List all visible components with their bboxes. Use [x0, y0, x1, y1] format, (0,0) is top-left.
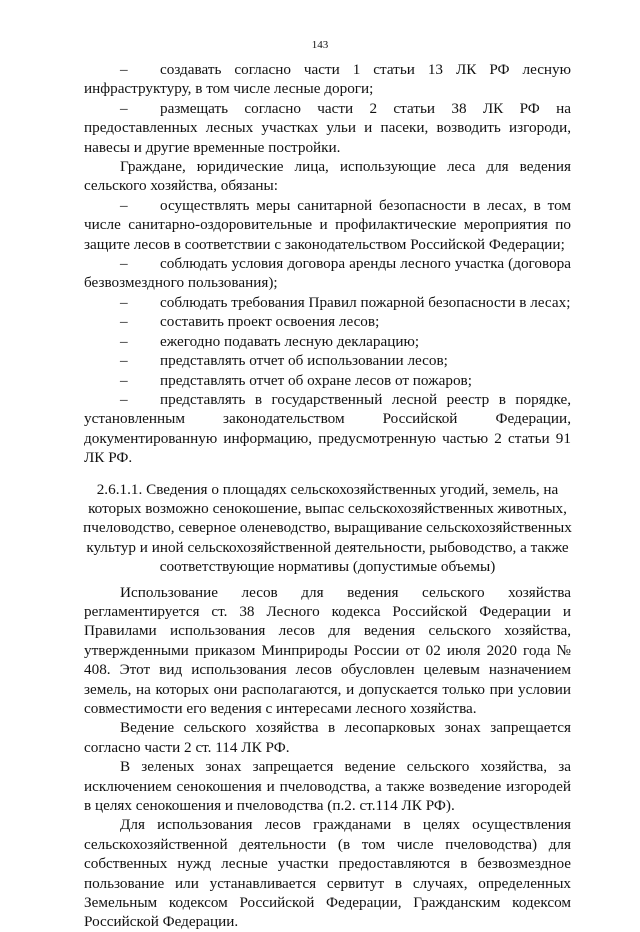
list-item-text: создавать согласно части 1 статьи 13 ЛК РФ лесную инфраструктуру, в том числе лесные дороги; [84, 61, 571, 98]
list-item-text: представлять в государственный лесной реестр в порядке, установленным законодательством Российской Федерации, документированную информацию, предусмотренную частью 2 статьи 91 ЛК РФ. [84, 390, 571, 467]
list-item [84, 254, 571, 293]
dash-marker: – [120, 61, 128, 78]
dash-marker: – [120, 99, 128, 117]
dash-marker: – [120, 196, 128, 214]
section-heading: 2.6.1.1. Сведения о площадях сельскохозяйственных угодий, земель, на которых возможно сенокошение, выпас сельскохозяйственных животных, пчеловодство, северное оленеводство, выращивание сельскохозяйственных культур и иной сельскохозяйственной деятельности, рыбоводство, а также соответствующие нормативы (допустимые объемы) [83, 480, 572, 576]
list-item-text: ежегодно подавать лесную декларацию; [160, 332, 420, 350]
list-item-text: соблюдать условия договора аренды лесного участка (договора безвозмездного пользования); [84, 255, 571, 292]
list-item-text: размещать согласно части 2 статьи 38 ЛК РФ на предоставленных лесных участках ульи и пасеки, возводить изгороди, навесы и другие временные постройки. [84, 99, 571, 156]
page-number: 143 [311, 39, 329, 51]
dash-marker: – [120, 352, 128, 370]
dash-marker: – [120, 293, 128, 311]
list-item [84, 351, 571, 370]
dash-marker: – [120, 255, 128, 273]
list-item-text: представлять отчет об использовании лесов; [160, 352, 448, 370]
body-paragraph: Ведение сельского хозяйства в лесопарковых зонах запрещается согласно части 2 ст. 114 ЛК РФ. [84, 719, 571, 756]
list-item [84, 332, 571, 351]
list-item-text: осуществлять меры санитарной безопасности в лесах, в том числе санитарно-оздоровительные и профилактические мероприятия по защите лесов в соответствии с законодательством Российской Федерации; [84, 196, 571, 253]
list-item-text: составить проект освоения лесов; [160, 313, 380, 331]
list-item [84, 390, 571, 468]
obligations-intro: Граждане, юридические лица, использующие леса для ведения сельского хозяйства, обязаны: [84, 158, 571, 195]
dash-marker: – [120, 332, 128, 350]
list-item [84, 99, 571, 157]
list-item [84, 196, 571, 254]
list-item [84, 293, 571, 312]
list-item [84, 60, 571, 99]
document-body [84, 60, 571, 932]
dash-marker: – [120, 313, 128, 331]
dash-marker: – [120, 371, 128, 389]
body-paragraph: В зеленых зонах запрещается ведение сельского хозяйства, за исключением сенокошения и пчеловодства, а также возведение изгородей в целях сенокошения и пчеловодства (п.2. ст.114 ЛК РФ). [84, 758, 571, 815]
list-item [84, 312, 571, 331]
list-item-text: представлять отчет об охране лесов от пожаров; [160, 371, 472, 389]
body-paragraph: Для использования лесов гражданами в целях осуществления сельскохозяйственной деятельности (в том числе пчеловодства) для собственных нужд лесные участки предоставляются в безвозмездное пользование или устанавливается сервитут в случаях, определенных Земельным кодексом Российской Федерации, Гражданским кодексом Российской Федерации. [84, 816, 571, 931]
list-item [84, 371, 571, 390]
list-item-text: соблюдать требования Правил пожарной безопасности в лесах; [160, 293, 571, 311]
dash-marker: – [120, 390, 128, 408]
body-paragraph: Использование лесов для ведения сельского хозяйства регламентируется ст. 38 Лесного кодекса Российской Федерации и Правилами использования лесов для ведения сельского хозяйства, утвержденными приказом Минприроды России от 02 июля 2020 года № 408. Этот вид использования лесов обусловлен целевым назначением земель, на которых они располагаются, и допускается только при условии совместимости его ведения с интересами лесного хозяйства. [84, 583, 571, 717]
